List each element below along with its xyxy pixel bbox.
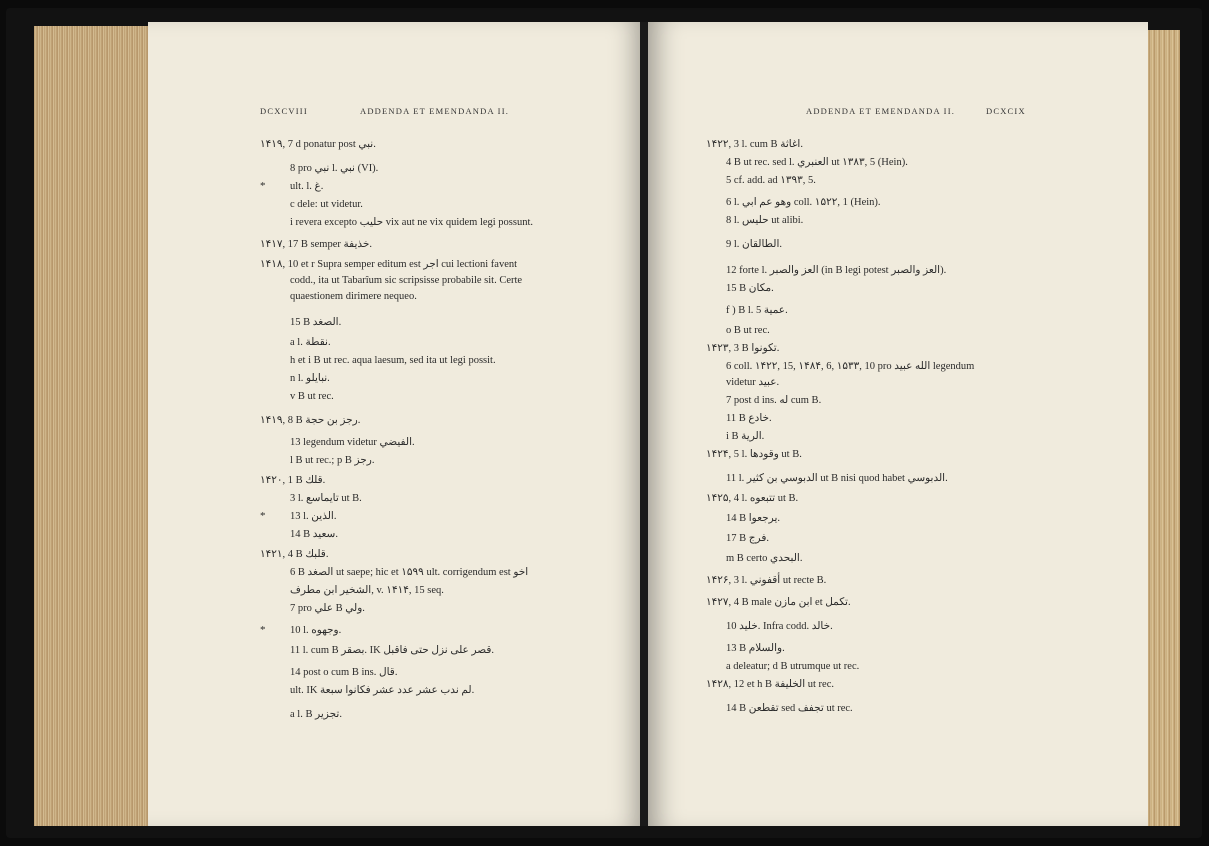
text-line: 13 legendum videtur الفيضي. (290, 437, 415, 448)
text-line: ۱۴۲۰, 1 B قلك. (260, 475, 326, 486)
text-line: 11 B خادع. (726, 413, 772, 424)
text-line: 9 l. الطالقان. (726, 239, 783, 250)
text-line: 14 post o cum B ins. قال. (290, 667, 398, 678)
text-line: ۱۴۲۱, 4 B قلبك. (260, 549, 329, 560)
text-line: 10 l. وجهوه. (290, 625, 342, 636)
text-line: h et i B ut rec. aqua laesum, sed ita ut legi possit. (290, 355, 496, 366)
text-line: 14 B تقطعن sed تجفف ut rec. (726, 703, 853, 714)
text-line: 10 خليد. Infra codd. خالد. (726, 621, 833, 632)
text-line: 6 coll. ۱۴۲۲, 15, ۱۴۸۴, 6, ۱۵۳۳, 10 pro الله عبيد legendum (726, 361, 975, 372)
right-page-edges (1146, 30, 1180, 826)
text-line: 7 pro علي B ولي. (290, 603, 365, 614)
text-line: ۱۴۲۳, 3 B تكونوا. (706, 343, 780, 354)
text-line: v B ut rec. (290, 391, 334, 402)
text-line: ult. l. غ. (290, 181, 324, 192)
text-line: 17 B فرج. (726, 533, 769, 544)
text-line: 15 B مكان. (726, 283, 774, 294)
text-line: quaestionem dirimere nequeo. (290, 291, 417, 302)
text-line: ۱۴۲۲, 3 l. cum B اغاثة. (706, 139, 803, 150)
text-line: ۱۴۱۹, 8 B رجز بن حجة. (260, 415, 361, 426)
text-line: c dele: ut videtur. (290, 199, 363, 210)
text-line: ۱۴۱۹, 7 d ponatur post نبي. (260, 139, 376, 150)
left-page-edges (34, 26, 154, 826)
text-line: 4 B ut rec. sed l. العنبري ut ۱۳۸۳, 5 (Hein). (726, 157, 908, 168)
asterisk-mark: * (260, 510, 266, 522)
text-line: 6 B الصغد ut saepe; hic et ۱۵۹۹ ult. corrigendum est اخو (290, 567, 529, 578)
text-line: 13 B والسلام. (726, 643, 785, 654)
right-folio: DCXCIX (986, 106, 1026, 116)
text-line: 11 l. cum B بصقر. IK قصر على نزل حتى فاقبل. (290, 645, 494, 656)
text-line: a l. B تجزير. (290, 709, 342, 720)
text-line: الشخير ابن مطرف, v. ۱۴۱۴, 15 seq. (290, 585, 444, 596)
text-line: 14 B سعيد. (290, 529, 338, 540)
text-line: a l. نقطة. (290, 337, 331, 348)
text-line: 6 l. وهو عم ابي coll. ۱۵۲۲, 1 (Hein). (726, 197, 881, 208)
text-line: m B certo البحدي. (726, 553, 803, 564)
text-line: videtur عبيد. (726, 377, 780, 388)
text-line: i B الرية. (726, 431, 765, 442)
text-line: 8 l. حليس ut alibi. (726, 215, 804, 226)
text-line: i revera excepto حليب vix aut ne vix quidem legi possunt. (290, 217, 534, 228)
book-spread (6, 8, 1202, 838)
text-line: ۱۴۲۷, 4 B male ابن مازن et تكمل. (706, 597, 851, 608)
text-line: 15 B الصغد. (290, 317, 342, 328)
text-line: n l. نبايلو. (290, 373, 330, 384)
text-line: ۱۴۲۶, 3 l. أقفوني ut recte B. (706, 575, 827, 586)
text-line: 11 l. الدبوسي بن كثير ut B nisi quod habet الدبوسي. (726, 473, 948, 484)
text-line: ۱۴۲۵, 4 l. تتبعوه ut B. (706, 493, 799, 504)
text-line: ۱۴۲۸, 12 et h B الخليفة ut rec. (706, 679, 834, 690)
text-line: a deleatur; d B utrumque ut rec. (726, 661, 860, 672)
text-line: 12 forte l. العز والصبر (in B legi potest العز والصبر). (726, 265, 947, 276)
text-line: ult. IK لم ندب عشر عدد عشر فكانوا سبعة. (290, 685, 475, 696)
text-line: 7 post d ins. له cum B. (726, 395, 822, 406)
text-line: l B ut rec.; p B رجز. (290, 455, 375, 466)
left-page (148, 22, 644, 826)
left-running-head: ADDENDA ET EMENDANDA II. (360, 106, 510, 116)
text-line: 3 l. تايماسع ut B. (290, 493, 362, 504)
text-line: ۱۴۱۸, 10 et r Supra semper editum est اجر cui lectioni favent (260, 259, 518, 270)
text-line: ۱۴۲۴, 5 l. وقودها ut B. (706, 449, 802, 460)
asterisk-mark: * (260, 624, 266, 636)
left-folio: DCXCVIII (260, 106, 308, 116)
text-line: o B ut rec. (726, 325, 770, 336)
right-page (648, 22, 1148, 826)
asterisk-mark: * (260, 180, 266, 192)
text-line: 13 l. الذين. (290, 511, 337, 522)
text-line: f ) B l. 5 عمية. (726, 305, 788, 316)
text-line: 8 pro نبي l. نبي (VI). (290, 163, 379, 174)
right-running-head: ADDENDA ET EMENDANDA II. (806, 106, 956, 116)
text-line: 5 cf. add. ad ۱۳۹۳, 5. (726, 175, 816, 186)
text-line: codd., ita ut Tabarîum sic scripsisse probabile sit. Certe (290, 275, 523, 286)
text-line: 14 B يرجعوا. (726, 513, 781, 524)
text-line: ۱۴۱۷, 17 B semper خذيفة. (260, 239, 373, 250)
